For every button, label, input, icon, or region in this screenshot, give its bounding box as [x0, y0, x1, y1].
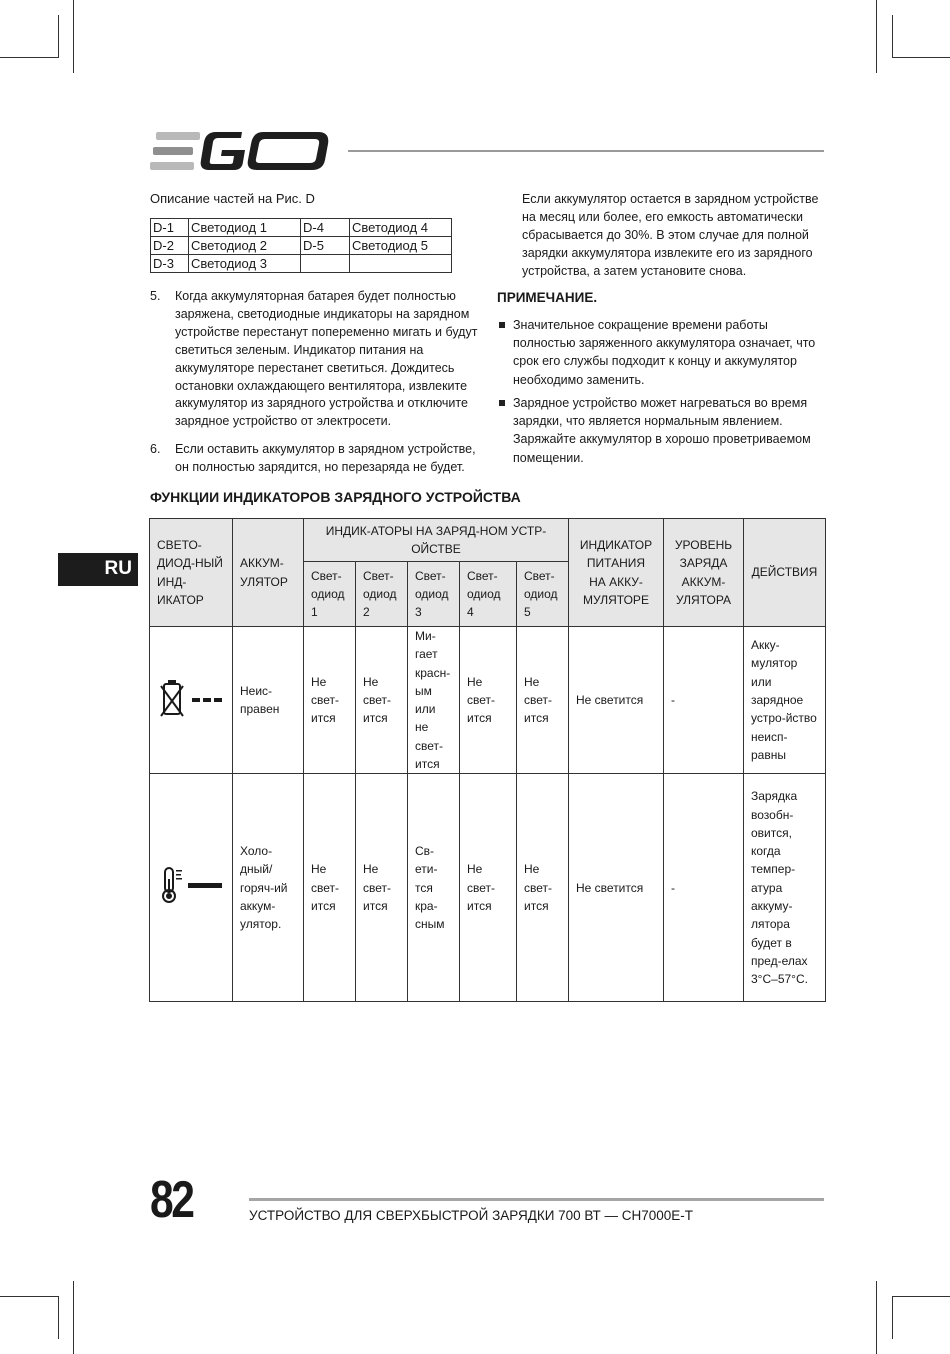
part-name: Светодиод 1 [189, 219, 301, 237]
indicator-table [149, 518, 826, 1002]
note-bullet [497, 394, 824, 467]
battery-reset-paragraph: Если аккумулятор остается в зарядном устройстве на месяц или более, его емкость автоматически сбрасывается до 30%. В этом случае для полной зарядки аккумулятора извлеките его из зарядного устройства, а затем установите снова. [522, 192, 819, 278]
header-led: Свет- одиод 4 [460, 562, 517, 627]
table-row [151, 255, 452, 273]
part-name: Светодиод 2 [189, 237, 301, 255]
led-cell: Не свет- ится [517, 774, 569, 1002]
battery-cell: Холо- дный/ горяч-ий аккум- улятор. [233, 774, 304, 1002]
crop-mark [892, 1296, 893, 1339]
crop-mark [73, 1281, 74, 1354]
power-cell: Не светится [569, 627, 664, 774]
crop-mark [58, 15, 59, 58]
crop-mark [58, 1296, 59, 1339]
part-code: D-4 [301, 219, 350, 237]
crop-mark [892, 15, 893, 58]
level-cell: - [664, 774, 744, 1002]
crop-mark [73, 0, 74, 73]
action-cell: Акку- мулятор или зарядное устро-йство неисп- равны [744, 627, 826, 774]
section-title: ФУНКЦИИ ИНДИКАТОРОВ ЗАРЯДНОГО УСТРОЙСТВА [150, 489, 521, 505]
led-cell: Ми- гает красн- ым или не свет- ится [408, 627, 460, 774]
indicator-cell [150, 774, 233, 1002]
led-cell: Не свет- ится [356, 627, 408, 774]
led-cell: Не свет- ится [356, 774, 408, 1002]
table-row [151, 237, 452, 255]
header-led: Свет- одиод 1 [304, 562, 356, 627]
header-led: Свет- одиод 5 [517, 562, 569, 627]
header-charge-level: УРОВЕНЬ ЗАРЯДА АККУМ- УЛЯТОРА [664, 519, 744, 627]
bullet-square-icon [499, 400, 505, 406]
crop-mark [15, 57, 58, 58]
crop-mark [892, 1296, 950, 1297]
crop-mark [876, 0, 877, 73]
part-code: D-1 [151, 219, 189, 237]
indicator-cell [150, 627, 233, 774]
header-battery: АККУМ- УЛЯТОР [233, 519, 304, 627]
bullet-square-icon [499, 322, 505, 328]
header-led: Свет- одиод 2 [356, 562, 408, 627]
power-cell: Не светится [569, 774, 664, 1002]
step-number: 6. [150, 442, 161, 456]
crop-mark [876, 1281, 877, 1354]
header-led-indicator: СВЕТО- ДИОД-НЫЙ ИНД- ИКАТОР [150, 519, 233, 627]
note-heading: ПРИМЕЧАНИЕ. [497, 290, 598, 305]
part-name: Светодиод 5 [350, 237, 452, 255]
page-number: 82 [150, 1171, 193, 1229]
footer-rule [249, 1198, 824, 1201]
led-cell: Не свет- ится [460, 774, 517, 1002]
led-cell: Не свет- ится [304, 627, 356, 774]
ego-logo [150, 128, 332, 174]
table-row [150, 774, 826, 1002]
part-name [350, 255, 452, 273]
led-cell: Св- ети- тся кра- сным [408, 774, 460, 1002]
part-code: D-2 [151, 237, 189, 255]
note-text: Зарядное устройство может нагреваться во время зарядки, что является нормальным явлением. Заряжайте аккумулятор в хорошо проветриваемом помещении. [513, 396, 811, 465]
led-cell: Не свет- ится [517, 627, 569, 774]
header-power-indicator: ИНДИКАТОР ПИТАНИЯ НА АККУ- МУЛЯТОРЕ [569, 519, 664, 627]
part-code: D-5 [301, 237, 350, 255]
step-text: Когда аккумуляторная батарея будет полностью заряжена, светодиодные индикаторы на зарядном устройстве перестанут попеременно мигать и будут светиться зеленым. Индикатор питания на аккумуляторе перестанет светиться. Дождитесь остановки охлаждающего вентилятора, извлеките аккумулятор из зарядного устройства и отключите зарядное устройство от электросети. [175, 289, 478, 429]
action-cell: Зарядка возобн- овится, когда темпер- атура аккуму- лятора будет в пред-елах 3°C–57°C. [744, 774, 826, 1002]
header-led: Свет- одиод 3 [408, 562, 460, 627]
part-code: D-3 [151, 255, 189, 273]
thermometer-icon [158, 865, 224, 905]
table-row [150, 627, 826, 774]
step-item [150, 441, 480, 477]
footer-title: УСТРОЙСТВО ДЛЯ СВЕРХБЫСТРОЙ ЗАРЯДКИ 700 ВТ — CH7000E-T [249, 1208, 694, 1223]
led-cell: Не свет- ится [460, 627, 517, 774]
parts-caption: Описание частей на Рис. D [150, 191, 315, 206]
part-name: Светодиод 3 [189, 255, 301, 273]
parts-table [150, 218, 452, 273]
header-rule [348, 150, 824, 152]
part-code [301, 255, 350, 273]
header-actions: ДЕЙСТВИЯ [744, 519, 826, 627]
header-charger-indicators: ИНДИК-АТОРЫ НА ЗАРЯД-НОМ УСТР-ОЙСТВЕ [304, 519, 569, 562]
crop-mark [892, 57, 950, 58]
led-cell: Не свет- ится [304, 774, 356, 1002]
crop-mark [0, 1296, 58, 1297]
part-name: Светодиод 4 [350, 219, 452, 237]
step-number: 5. [150, 289, 161, 303]
faulty-battery-icon [158, 678, 224, 718]
language-tab-label: RU [104, 558, 132, 579]
note-bullet [497, 316, 824, 389]
level-cell: - [664, 627, 744, 774]
step-item [150, 288, 480, 431]
table-row [151, 219, 452, 237]
step-text: Если оставить аккумулятор в зарядном устройстве, он полностью зарядится, но перезаряда не будет. [175, 442, 476, 474]
note-text: Значительное сокращение времени работы полностью заряженного аккумулятора означает, что срок его службы подходит к концу и аккумулятор необходимо заменить. [513, 318, 816, 387]
language-tab [58, 553, 138, 586]
battery-cell: Неис- правен [233, 627, 304, 774]
header-row [150, 519, 826, 562]
